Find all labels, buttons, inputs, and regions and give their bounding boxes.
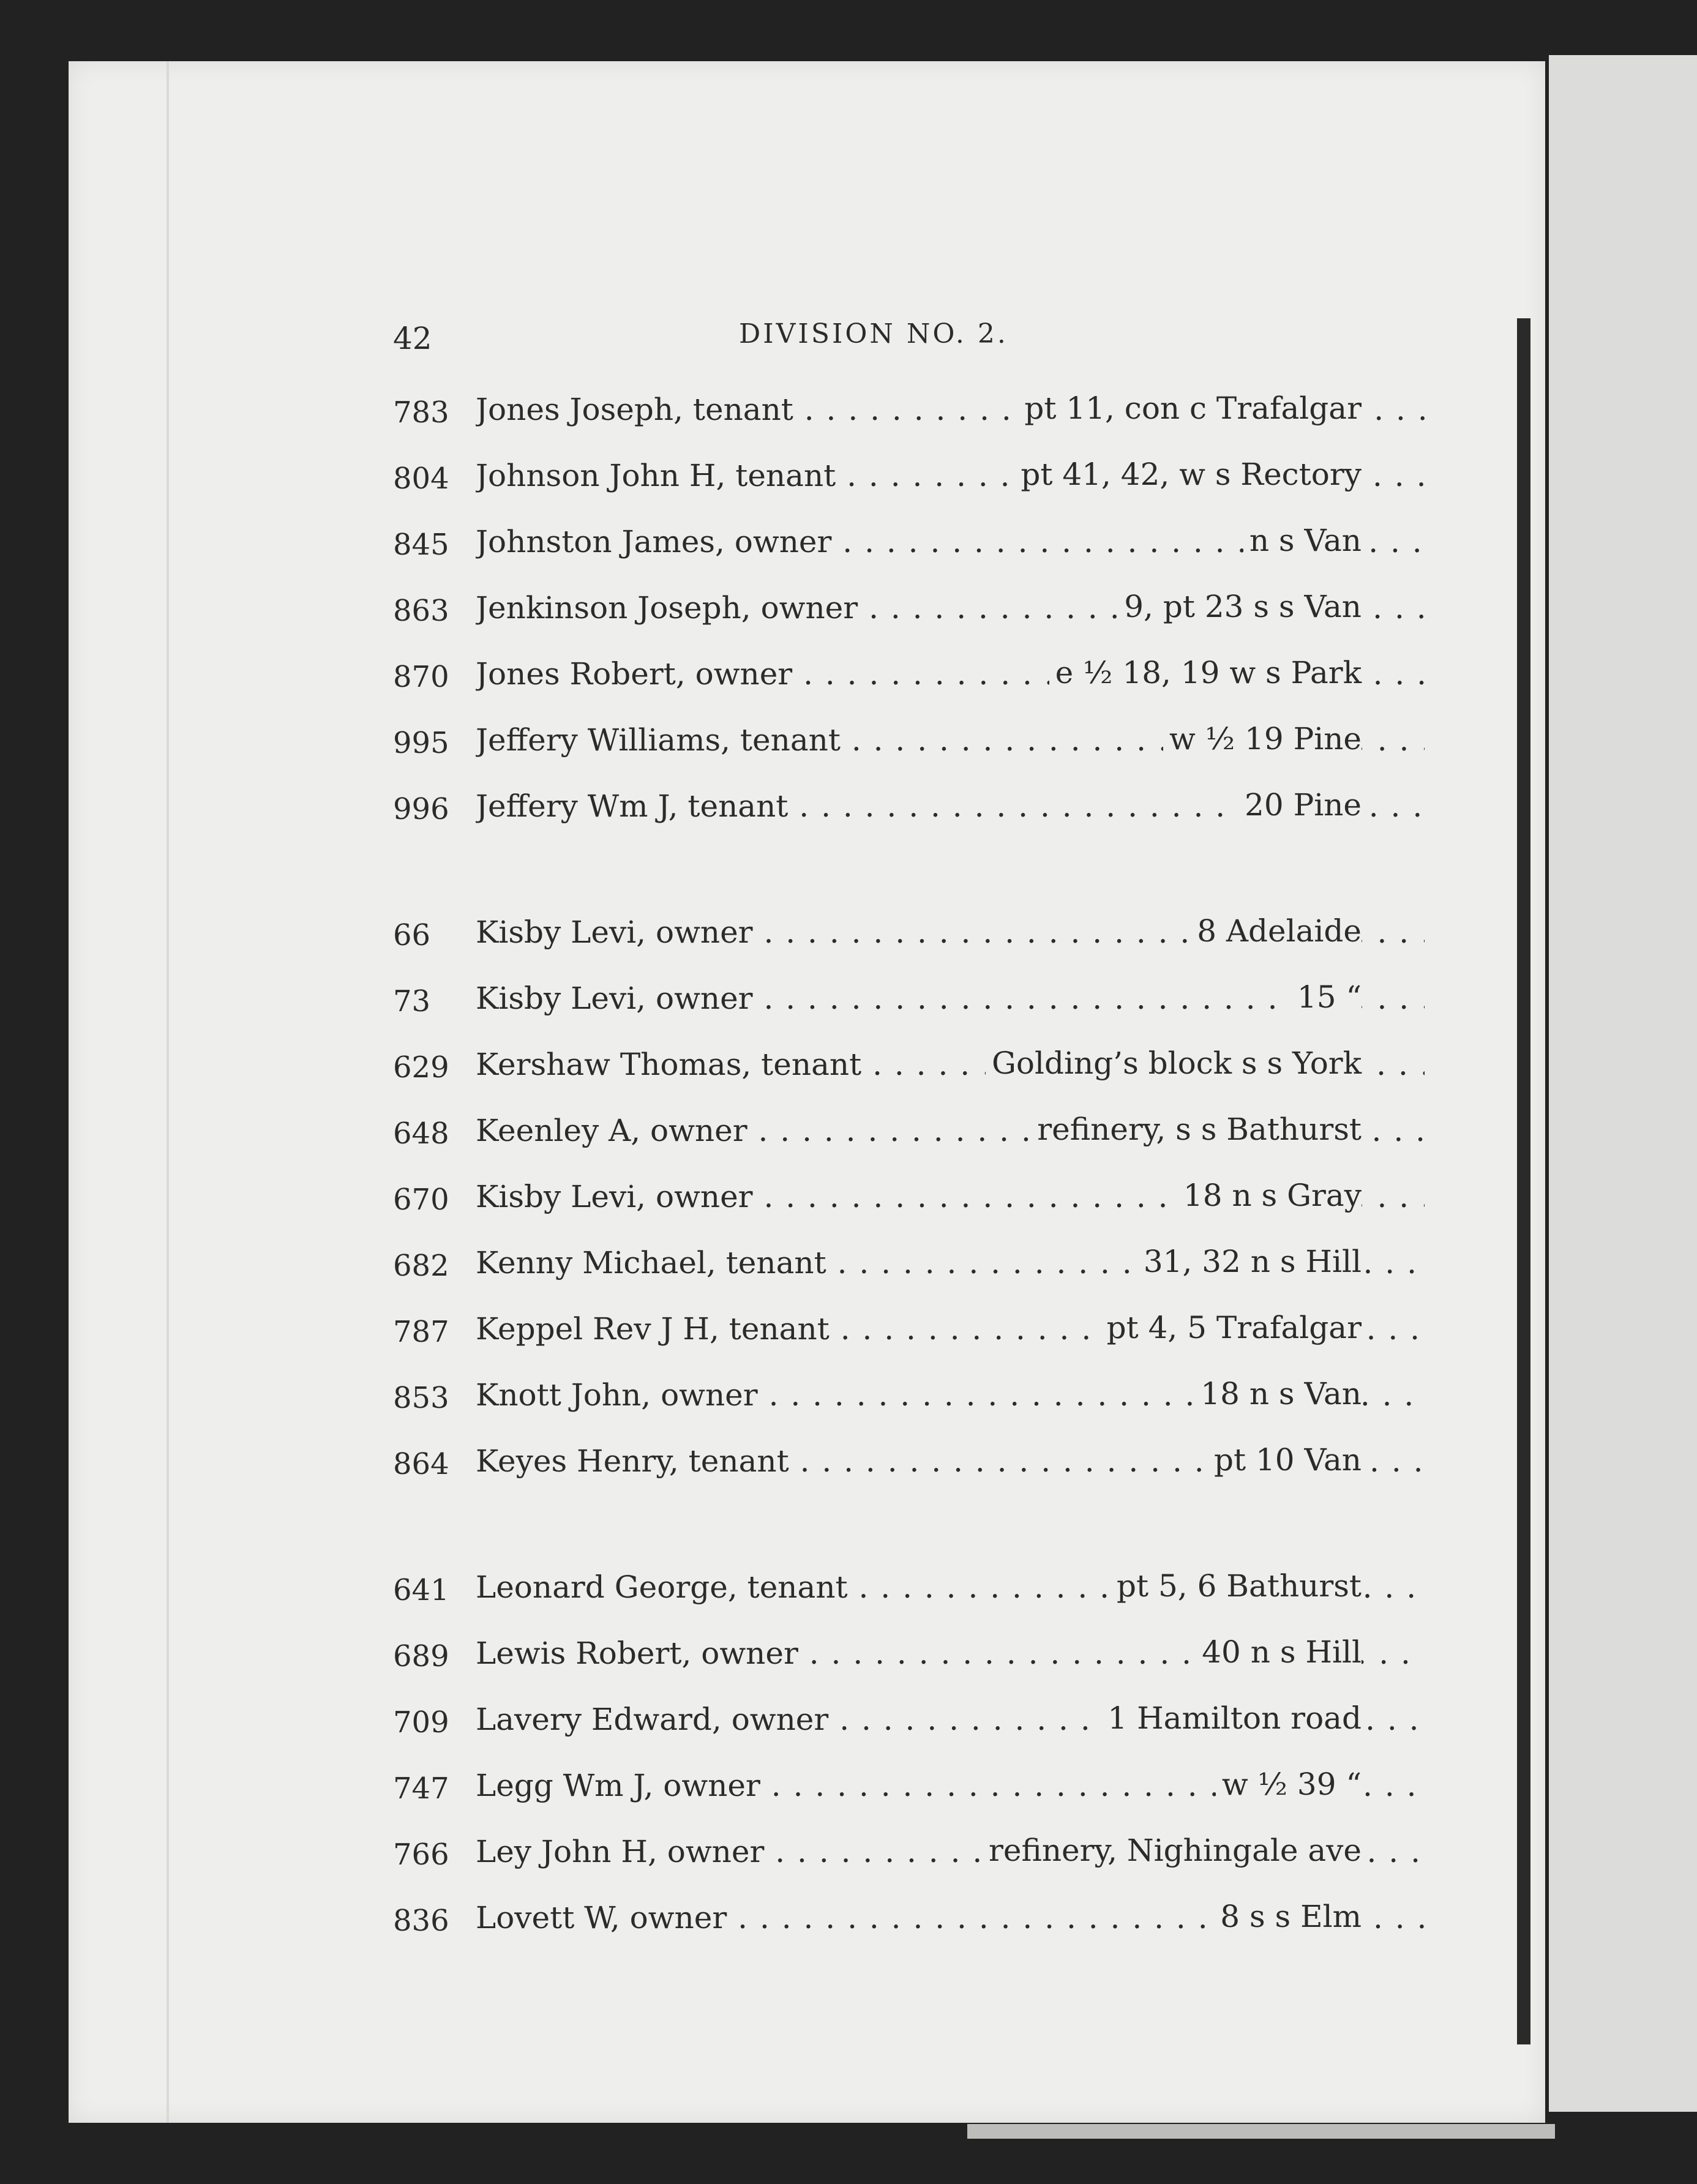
list-item bbox=[69, 968, 1545, 1034]
entry-name: Knott John, owner . . . bbox=[476, 1377, 1425, 1413]
entry-name: Kisby Levi, owner . . . bbox=[476, 981, 1425, 1016]
entry-name: Lewis Robert, owner . . . bbox=[476, 1636, 1425, 1671]
entry-name: Johnson John H, tenant . . . bbox=[476, 458, 1425, 493]
entry-name: Jeffery Wm J, tenant . . . bbox=[476, 788, 1425, 824]
entry-location: pt 4, 5 Trafalgar bbox=[1101, 1310, 1362, 1345]
entry-name: Legg Wm J, owner . . . bbox=[476, 1768, 1425, 1803]
entry-name: Kershaw Thomas, tenant . . . bbox=[476, 1047, 1425, 1082]
list-item bbox=[69, 1623, 1545, 1689]
entry-number: 845 bbox=[393, 528, 449, 562]
entry-location: Golding’s block s s York bbox=[986, 1045, 1362, 1081]
entry-number: 670 bbox=[393, 1183, 449, 1217]
entry-name: Kisby Levi, owner . . . bbox=[476, 914, 1425, 950]
entry-number: 864 bbox=[393, 1447, 449, 1481]
entry-number: 766 bbox=[393, 1838, 449, 1872]
entry-number: 863 bbox=[393, 594, 449, 628]
entry-location: 1 Hamilton road bbox=[1101, 1700, 1362, 1736]
entry-location: 8 s s Elm bbox=[1214, 1899, 1362, 1934]
list-item bbox=[69, 1233, 1545, 1299]
document-page bbox=[69, 61, 1545, 2123]
entry-number: 629 bbox=[393, 1050, 449, 1085]
list-item bbox=[69, 1167, 1545, 1233]
entry-name: Lavery Edward, owner . . . bbox=[476, 1702, 1425, 1737]
facing-page-edge bbox=[1549, 55, 1697, 2112]
entry-number: 747 bbox=[393, 1771, 449, 1806]
entry-name: Keyes Henry, tenant . . . bbox=[476, 1443, 1425, 1479]
entry-number: 73 bbox=[393, 984, 431, 1019]
page-number: 42 bbox=[393, 321, 432, 356]
entry-number: 783 bbox=[393, 395, 449, 430]
entry-name: Jeffery Williams, tenant . . . bbox=[476, 722, 1425, 758]
entry-number: 804 bbox=[393, 462, 449, 496]
list-item bbox=[69, 1822, 1545, 1888]
list-item bbox=[69, 1756, 1545, 1822]
entry-location: refinery, s s Bathurst bbox=[1031, 1112, 1362, 1147]
list-item bbox=[69, 902, 1545, 968]
list-item bbox=[69, 1557, 1545, 1623]
entry-location: 31, 32 n s Hill bbox=[1137, 1244, 1362, 1279]
entry-number: 682 bbox=[393, 1249, 449, 1283]
list-item bbox=[69, 1689, 1545, 1756]
entry-location: pt 11, con c Trafalgar bbox=[1018, 391, 1362, 426]
entry-number: 996 bbox=[393, 792, 449, 826]
entry-location: 9, pt 23 s s Van bbox=[1118, 589, 1362, 624]
entry-location: 15 “ bbox=[1291, 979, 1362, 1015]
entry-name: Kisby Levi, owner . . . bbox=[476, 1179, 1425, 1214]
list-item bbox=[69, 1431, 1545, 1497]
group-l bbox=[69, 1557, 1545, 1954]
entry-name: Lovett W, owner . . . bbox=[476, 1900, 1425, 1935]
entry-location: pt 10 Van bbox=[1208, 1442, 1362, 1478]
entry-number: 853 bbox=[393, 1381, 449, 1415]
group-k bbox=[69, 902, 1545, 1497]
list-item bbox=[69, 512, 1545, 578]
entry-location: refinery, Nighingale ave bbox=[983, 1833, 1362, 1868]
entry-name: Kenny Michael, tenant . . . bbox=[476, 1245, 1425, 1281]
page-bottom-edge bbox=[967, 2124, 1555, 2139]
entry-location: pt 41, 42, w s Rectory bbox=[1014, 457, 1362, 492]
page-header bbox=[69, 312, 1545, 361]
entry-number: 689 bbox=[393, 1639, 449, 1674]
entry-number: 836 bbox=[393, 1904, 449, 1938]
entry-name: Leonard George, tenant . . . bbox=[476, 1569, 1425, 1605]
list-item bbox=[69, 1034, 1545, 1101]
entry-name: Jones Robert, owner . . . bbox=[476, 656, 1425, 692]
entry-name: Keppel Rev J H, tenant . . . bbox=[476, 1311, 1425, 1347]
list-item bbox=[69, 380, 1545, 446]
list-item bbox=[69, 578, 1545, 644]
list-item bbox=[69, 776, 1545, 842]
entry-location: w ½ 19 Pine bbox=[1163, 721, 1362, 757]
entry-name: Keenley A, owner . . . bbox=[476, 1113, 1425, 1148]
entry-location: e ½ 18, 19 w s Park bbox=[1049, 655, 1362, 690]
entry-name: Johnston James, owner . . . bbox=[476, 524, 1425, 559]
list-item bbox=[69, 1365, 1545, 1431]
entry-location: 18 n s Gray bbox=[1177, 1178, 1362, 1213]
list-item bbox=[69, 1888, 1545, 1954]
running-head: DIVISION NO. 2. bbox=[739, 318, 1008, 350]
assessment-list bbox=[69, 380, 1545, 1954]
entry-number: 66 bbox=[393, 918, 431, 952]
entry-name: Jenkinson Joseph, owner . . . bbox=[476, 590, 1425, 626]
entry-location: 40 n s Hill bbox=[1196, 1634, 1362, 1670]
entry-number: 870 bbox=[393, 660, 449, 694]
entry-name: Ley John H, owner . . . bbox=[476, 1834, 1425, 1869]
entry-location: 8 Adelaide bbox=[1191, 913, 1362, 949]
entry-location: pt 5, 6 Bathurst bbox=[1111, 1568, 1362, 1604]
entry-location: 18 n s Van bbox=[1194, 1376, 1362, 1412]
entry-location: 20 Pine bbox=[1238, 787, 1362, 823]
entry-number: 648 bbox=[393, 1116, 449, 1151]
binding-shadow bbox=[1517, 318, 1530, 2044]
list-item bbox=[69, 446, 1545, 512]
entry-location: n s Van bbox=[1243, 523, 1362, 558]
list-item bbox=[69, 710, 1545, 776]
entry-location: w ½ 39 “ bbox=[1216, 1767, 1362, 1802]
list-item bbox=[69, 1299, 1545, 1365]
group-j bbox=[69, 380, 1545, 842]
list-item bbox=[69, 1101, 1545, 1167]
entry-number: 787 bbox=[393, 1315, 449, 1349]
list-item bbox=[69, 644, 1545, 710]
entry-number: 709 bbox=[393, 1705, 449, 1740]
entry-number: 641 bbox=[393, 1573, 449, 1607]
entry-number: 995 bbox=[393, 726, 449, 760]
entry-name: Jones Joseph, tenant . . . bbox=[476, 392, 1425, 427]
